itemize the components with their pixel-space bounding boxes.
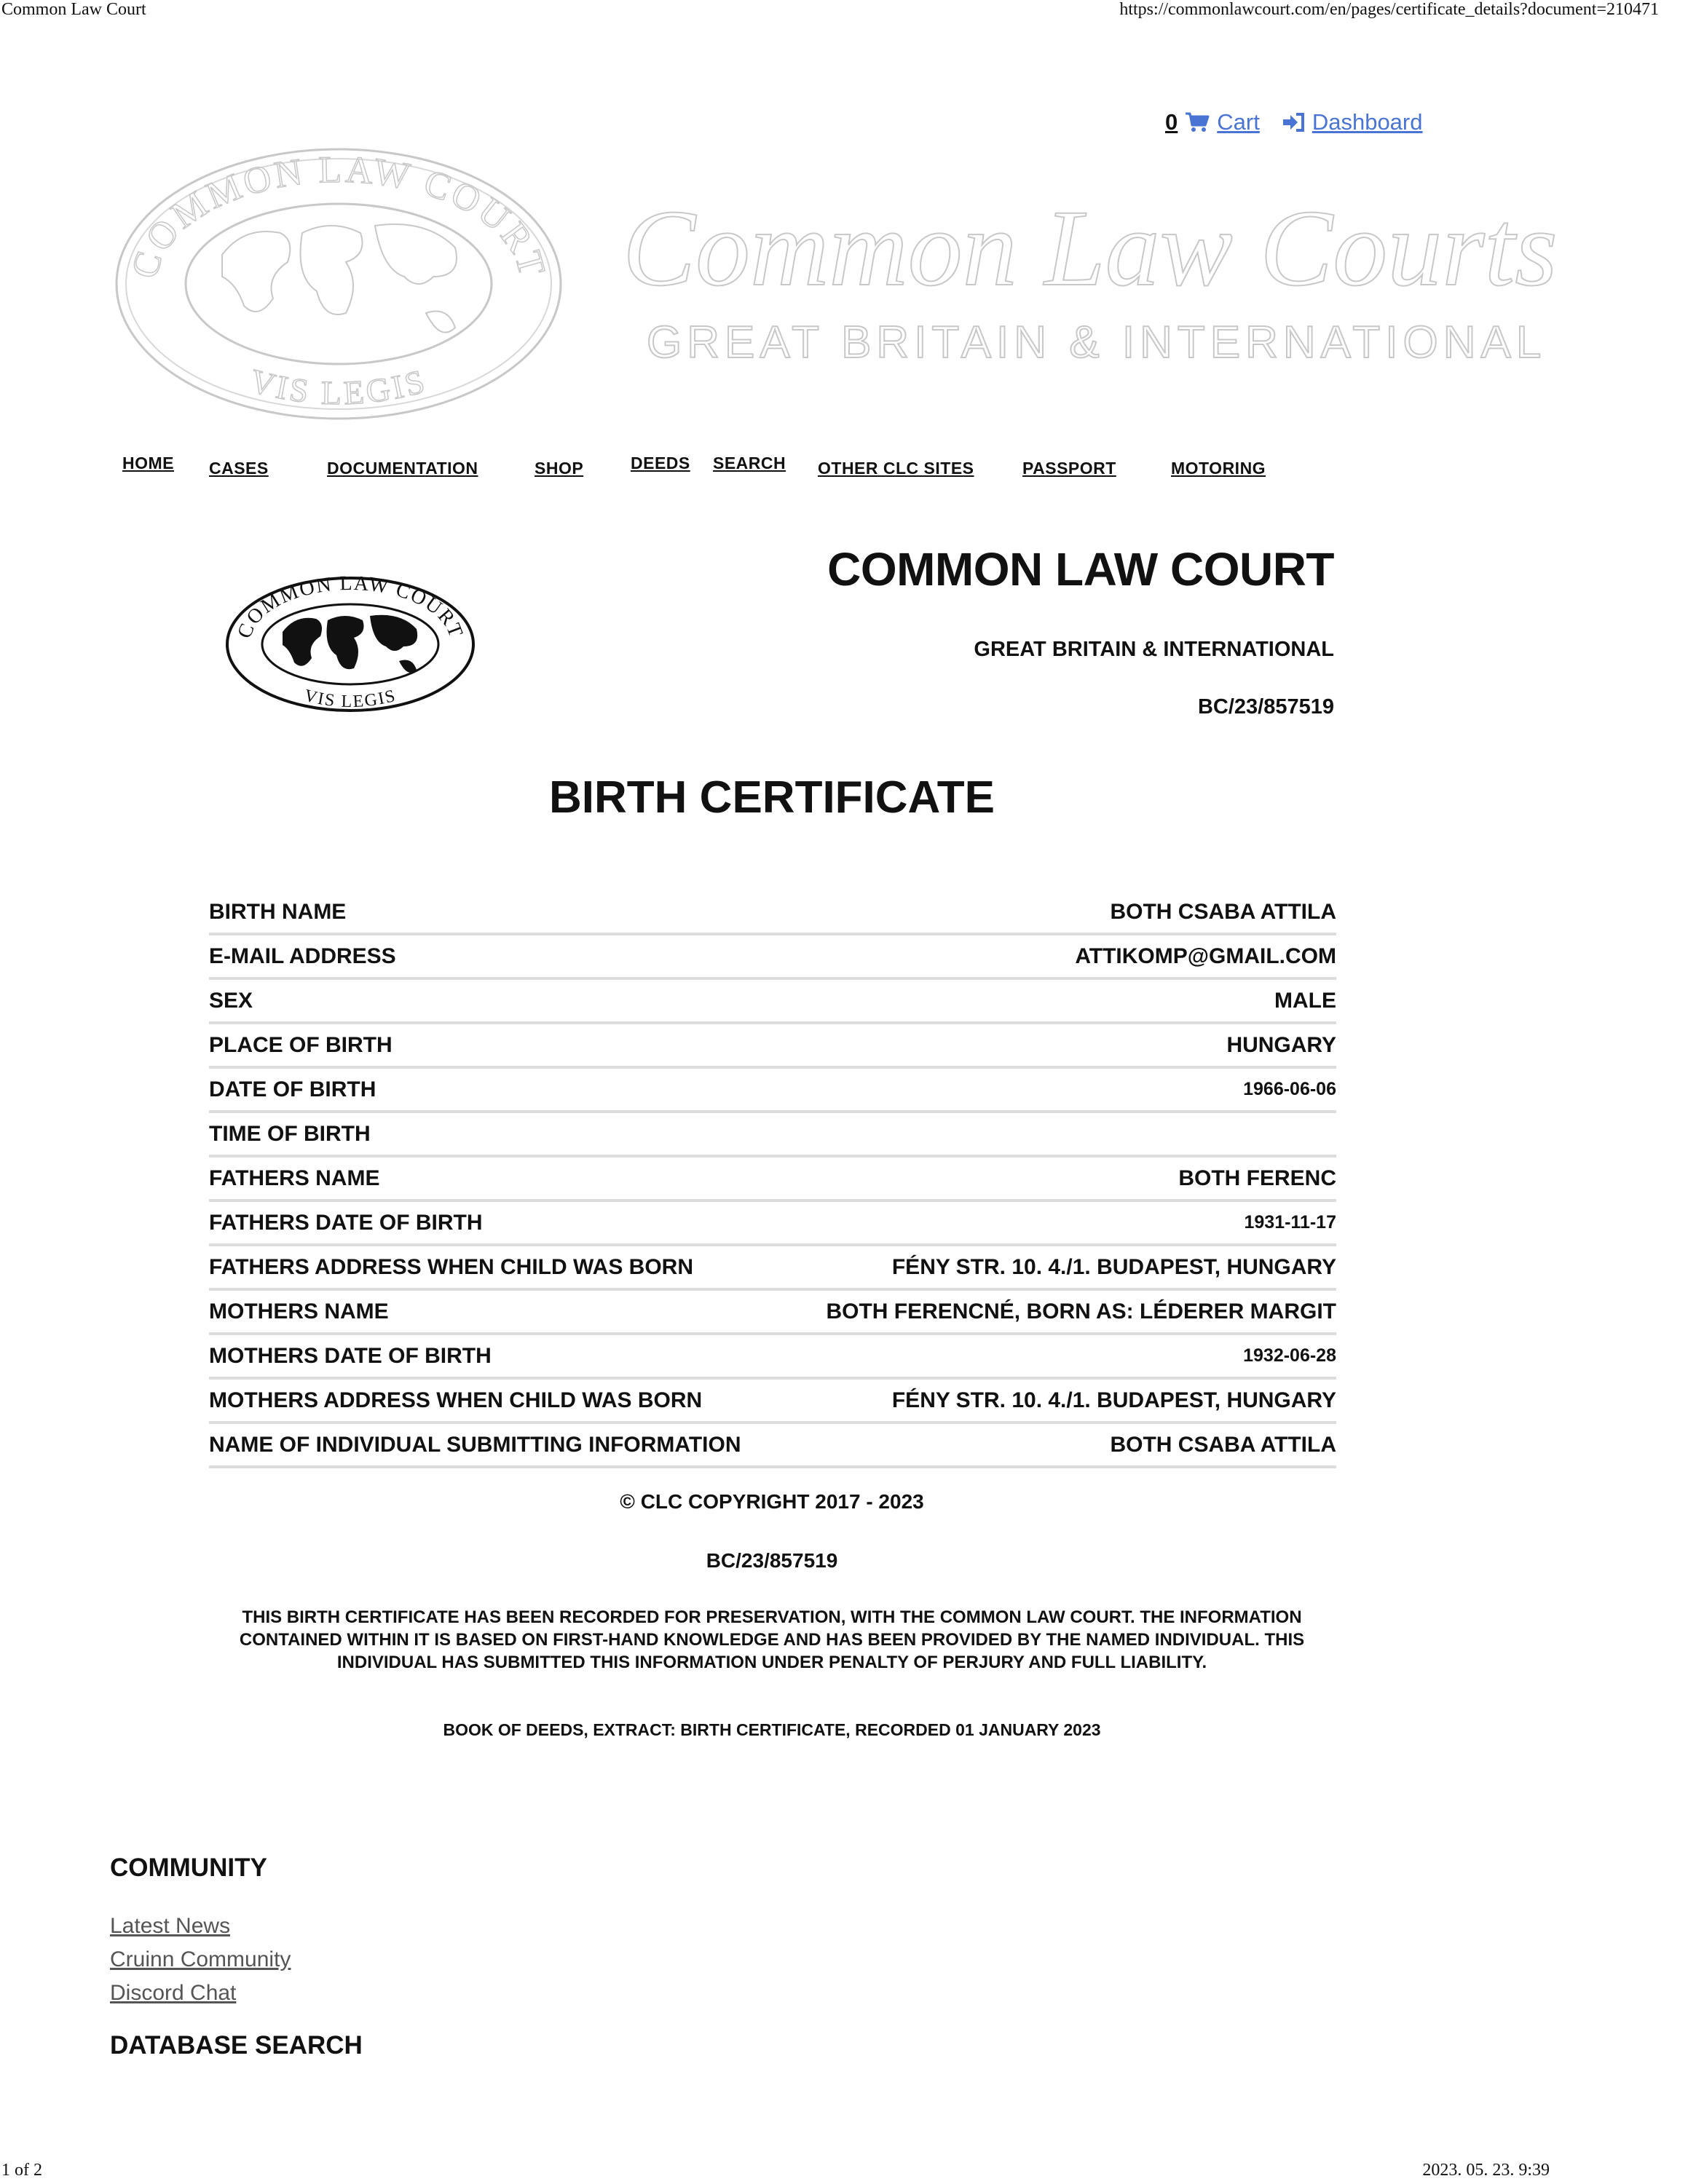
row-value: FÉNY STR. 10. 4./1. BUDAPEST, HUNGARY <box>891 1254 1336 1279</box>
court-subtitle: GREAT BRITAIN & INTERNATIONAL <box>974 638 1334 661</box>
book-of-deeds-text: BOOK OF DEEDS, EXTRACT: BIRTH CERTIFICATE, RECORDED 01 JANUARY 2023 <box>443 1720 1101 1739</box>
logo-watermark-bottom-text: VIS LEGIS <box>246 361 431 412</box>
row-value: BOTH CSABA ATTILA <box>1110 1432 1336 1457</box>
certificate-seal <box>224 575 476 713</box>
row-label: FATHERS ADDRESS WHEN CHILD WAS BORN <box>209 1254 694 1279</box>
table-row <box>209 1335 1336 1380</box>
table-row <box>209 1158 1336 1202</box>
row-label: FATHERS DATE OF BIRTH <box>209 1210 483 1235</box>
row-value: HUNGARY <box>1226 1032 1336 1057</box>
certificate-title: BIRTH CERTIFICATE <box>549 772 995 823</box>
table-row <box>209 1380 1336 1424</box>
logo-watermark-top-text: COMMON LAW COURT <box>123 149 554 283</box>
row-label: MOTHERS NAME <box>209 1299 389 1324</box>
print-page-url: https://commonlawcourt.com/en/pages/certificate_details?document=210471 <box>1119 0 1659 19</box>
certificate-reference: BC/23/857519 <box>1197 695 1334 719</box>
seal-bottom-text: VIS LEGIS <box>302 686 398 712</box>
latest-news-link[interactable]: Latest News <box>110 1914 231 1938</box>
cart-label: Cart <box>1217 109 1260 135</box>
dashboard-link[interactable] <box>1282 109 1423 135</box>
discord-chat-link[interactable]: Discord Chat <box>110 1981 237 2005</box>
row-value: FÉNY STR. 10. 4./1. BUDAPEST, HUNGARY <box>891 1388 1336 1412</box>
table-row <box>209 935 1336 980</box>
nav-shop[interactable]: SHOP <box>535 459 584 478</box>
court-name: COMMON LAW COURT <box>827 543 1334 596</box>
table-row <box>209 1113 1336 1158</box>
court-logo-watermark <box>113 146 564 422</box>
row-value: ATTIKOMP@GMAIL.COM <box>1075 943 1336 968</box>
svg-text:COMMON LAW COURT <box>124 149 553 283</box>
banner-subtitle: GREAT BRITAIN & INTERNATIONAL <box>647 317 1547 368</box>
row-value: BOTH CSABA ATTILA <box>1110 899 1336 924</box>
table-row <box>209 891 1336 935</box>
database-search-heading: DATABASE SEARCH <box>110 2031 363 2060</box>
row-value: BOTH FERENC <box>1178 1166 1336 1190</box>
table-row <box>209 1424 1336 1468</box>
table-row <box>209 980 1336 1024</box>
nav-home[interactable]: HOME <box>122 454 174 472</box>
row-label: SEX <box>209 988 253 1013</box>
notice-line: INDIVIDUAL HAS SUBMITTED THIS INFORMATION UNDER PENALTY OF PERJURY AND FULL LIABILITY. <box>336 1653 1207 1672</box>
notice-line: CONTAINED WITHIN IT IS BASED ON FIRST-HAND KNOWLEDGE AND HAS BEEN PROVIDED BY THE NAMED INDIVIDUAL. THIS <box>239 1630 1305 1650</box>
svg-text:VIS LEGIS <box>246 362 431 411</box>
account-bar <box>1165 109 1422 135</box>
table-row <box>209 1024 1336 1069</box>
copyright-text: © CLC COPYRIGHT 2017 - 2023 <box>620 1490 924 1513</box>
sign-in-icon <box>1282 112 1305 132</box>
cart-link[interactable] <box>1165 109 1260 135</box>
nav-deeds[interactable]: DEEDS <box>631 454 690 472</box>
seal-top-text: COMMON LAW COURT <box>233 575 468 642</box>
row-value: 1932-06-28 <box>1243 1345 1336 1366</box>
cart-icon <box>1185 111 1210 133</box>
nav-other-clc-sites[interactable]: OTHER CLC SITES <box>818 459 974 478</box>
row-value: 1966-06-06 <box>1243 1079 1336 1099</box>
certificate-notice <box>0 1606 1544 1674</box>
banner-title: Common Law Courts <box>623 188 1558 309</box>
row-label: FATHERS NAME <box>209 1166 380 1190</box>
print-timestamp: 2023. 05. 23. 9:39 <box>1422 2161 1550 2180</box>
cruinn-community-link[interactable]: Cruinn Community <box>110 1947 291 1971</box>
row-label: E-MAIL ADDRESS <box>209 943 396 968</box>
table-row <box>209 1202 1336 1246</box>
row-label: NAME OF INDIVIDUAL SUBMITTING INFORMATION <box>209 1432 741 1457</box>
row-label: MOTHERS DATE OF BIRTH <box>209 1343 492 1368</box>
nav-documentation[interactable]: DOCUMENTATION <box>327 459 478 478</box>
print-page-title: Common Law Court <box>1 0 146 19</box>
table-row <box>209 1069 1336 1113</box>
notice-line: THIS BIRTH CERTIFICATE HAS BEEN RECORDED FOR PRESERVATION, WITH THE COMMON LAW COURT. THE INFORMATION <box>242 1607 1302 1627</box>
row-label: MOTHERS ADDRESS WHEN CHILD WAS BORN <box>209 1388 703 1412</box>
row-label: TIME OF BIRTH <box>209 1121 371 1146</box>
cart-count: 0 <box>1165 109 1178 135</box>
row-label: PLACE OF BIRTH <box>209 1032 393 1057</box>
nav-passport[interactable]: PASSPORT <box>1022 459 1116 478</box>
row-value: MALE <box>1274 988 1336 1013</box>
print-page-count: 1 of 2 <box>1 2161 42 2180</box>
nav-search[interactable]: SEARCH <box>713 454 786 472</box>
row-value: 1931-11-17 <box>1244 1212 1336 1233</box>
community-heading: COMMUNITY <box>110 1853 267 1882</box>
row-label: DATE OF BIRTH <box>209 1077 376 1101</box>
row-label: BIRTH NAME <box>209 899 347 924</box>
nav-motoring[interactable]: MOTORING <box>1171 459 1266 478</box>
table-row <box>209 1291 1336 1335</box>
table-row <box>209 1246 1336 1291</box>
footer-reference: BC/23/857519 <box>706 1549 838 1572</box>
certificate-details-table <box>209 891 1336 1468</box>
row-value: BOTH FERENCNÉ, BORN AS: LÉDERER MARGIT <box>826 1299 1336 1324</box>
dashboard-label: Dashboard <box>1312 109 1423 135</box>
nav-cases[interactable]: CASES <box>209 459 269 478</box>
